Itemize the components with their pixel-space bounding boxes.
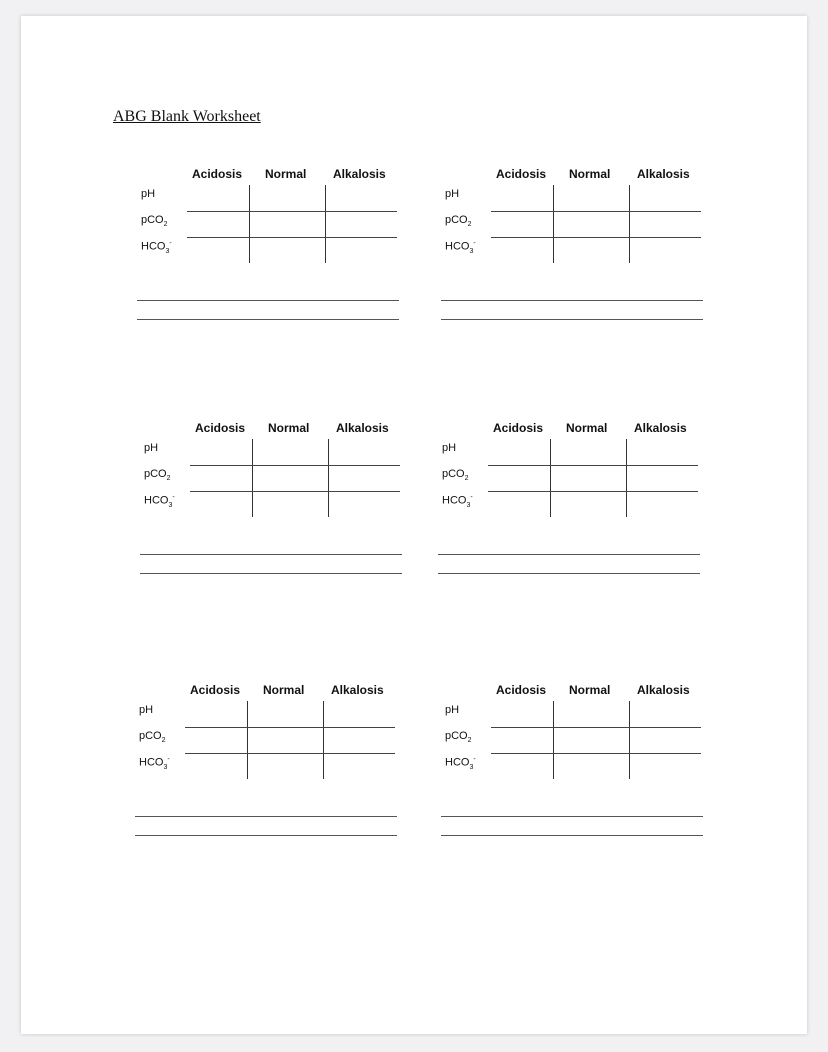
row-label-hco3: $HCO_3^-$ (144, 494, 175, 509)
grid-horizontal-line (491, 727, 701, 728)
row-label-hco3: $HCO_3^-$ (445, 240, 476, 255)
grid-vertical-line (553, 185, 554, 263)
grid-vertical-line (249, 185, 250, 263)
row-label-hco3: $HCO_3^-$ (141, 240, 172, 255)
answer-line (137, 319, 399, 320)
answer-line (441, 816, 703, 817)
grid-horizontal-line (190, 465, 400, 466)
grid-horizontal-line (491, 753, 701, 754)
document-title: ABG Blank Worksheet (113, 108, 261, 125)
answer-line (441, 300, 703, 301)
row-label-pco2: pCO$_2$ (442, 468, 469, 483)
row-label-ph: pH (141, 188, 156, 200)
grid-horizontal-line (491, 211, 701, 212)
grid-vertical-line (550, 439, 551, 517)
abg-grid-3 (144, 421, 414, 591)
header-alkalosis: Alkalosis (336, 421, 389, 435)
grid-vertical-line (629, 701, 630, 779)
row-label-ph: pH (139, 704, 154, 716)
header-alkalosis: Alkalosis (637, 683, 690, 697)
row-label-ph: pH (445, 704, 460, 716)
answer-line (137, 300, 399, 301)
header-normal: Normal (566, 421, 608, 435)
header-acidosis: Acidosis (496, 683, 547, 697)
grid-horizontal-line (187, 211, 397, 212)
row-label-pco2: pCO$_2$ (445, 730, 472, 745)
answer-line (441, 835, 703, 836)
grid-horizontal-line (185, 753, 395, 754)
answer-line (438, 573, 700, 574)
grid-vertical-line (325, 185, 326, 263)
row-label-pco2: pCO$_2$ (144, 468, 171, 483)
grid-vertical-line (323, 701, 324, 779)
grid-vertical-line (629, 185, 630, 263)
row-label-pco2: pCO$_2$ (445, 214, 472, 229)
grid-vertical-line (553, 701, 554, 779)
header-normal: Normal (263, 683, 305, 697)
grid-vertical-line (626, 439, 627, 517)
header-alkalosis: Alkalosis (637, 167, 690, 181)
worksheet-page (21, 16, 807, 1034)
answer-line (441, 319, 703, 320)
grid-vertical-line (328, 439, 329, 517)
abg-grid-4 (442, 421, 712, 591)
row-label-ph: pH (144, 442, 159, 454)
row-label-hco3: $HCO_3^-$ (445, 756, 476, 771)
grid-horizontal-line (491, 237, 701, 238)
abg-grid-5 (139, 683, 409, 853)
answer-line (140, 573, 402, 574)
header-alkalosis: Alkalosis (333, 167, 386, 181)
row-label-ph: pH (445, 188, 460, 200)
answer-line (438, 554, 700, 555)
row-label-pco2: pCO$_2$ (141, 214, 168, 229)
header-acidosis: Acidosis (493, 421, 544, 435)
abg-grid-6 (445, 683, 715, 853)
header-acidosis: Acidosis (190, 683, 241, 697)
answer-line (140, 554, 402, 555)
header-alkalosis: Alkalosis (331, 683, 384, 697)
abg-grid-2 (445, 167, 715, 337)
answer-line (135, 835, 397, 836)
header-alkalosis: Alkalosis (634, 421, 687, 435)
header-acidosis: Acidosis (192, 167, 243, 181)
grid-horizontal-line (488, 491, 698, 492)
header-acidosis: Acidosis (195, 421, 246, 435)
grid-vertical-line (247, 701, 248, 779)
header-normal: Normal (268, 421, 310, 435)
row-label-hco3: $HCO_3^-$ (139, 756, 170, 771)
header-normal: Normal (265, 167, 307, 181)
grid-vertical-line (252, 439, 253, 517)
grid-horizontal-line (187, 237, 397, 238)
grid-horizontal-line (185, 727, 395, 728)
header-normal: Normal (569, 683, 611, 697)
grid-horizontal-line (190, 491, 400, 492)
row-label-pco2: pCO$_2$ (139, 730, 166, 745)
answer-line (135, 816, 397, 817)
header-normal: Normal (569, 167, 611, 181)
abg-grid-1 (141, 167, 411, 337)
row-label-ph: pH (442, 442, 457, 454)
row-label-hco3: $HCO_3^-$ (442, 494, 473, 509)
header-acidosis: Acidosis (496, 167, 547, 181)
grid-horizontal-line (488, 465, 698, 466)
